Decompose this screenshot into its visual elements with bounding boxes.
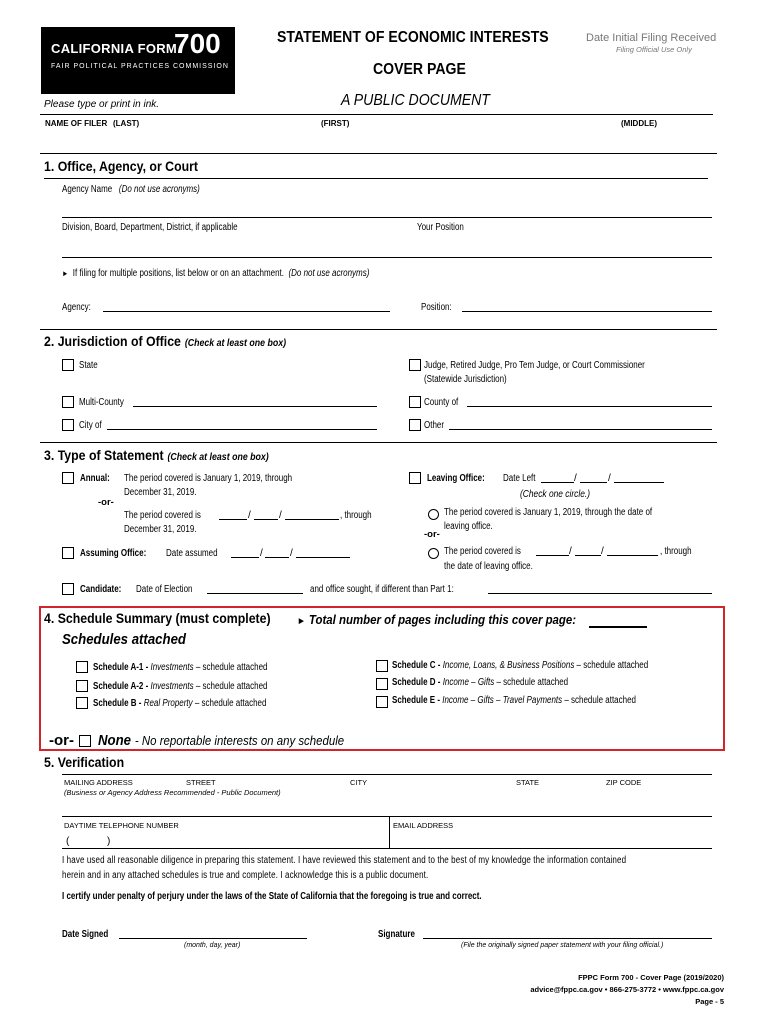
leave-option-2-line1: The period covered is: [444, 546, 521, 557]
period-day-input[interactable]: [254, 519, 278, 520]
period-year-input[interactable]: [285, 519, 339, 520]
schedule-a2-name: Schedule A-2 -: [93, 681, 149, 692]
schedule-e-desc: Income – Gifts – Travel Payments: [442, 695, 563, 706]
zip-code-label: ZIP CODE: [606, 778, 642, 787]
date-initial-filing-label: Date Initial Filing Received: [586, 32, 717, 44]
schedule-a1-label: [93, 662, 267, 673]
period-slash-1: /: [248, 510, 251, 521]
judge-label: Judge, Retired Judge, Pro Tem Judge, or Court Commissioner: [424, 360, 645, 371]
city-of-checkbox[interactable]: [62, 419, 74, 431]
email-input[interactable]: [393, 833, 711, 847]
section-5-rule: [62, 774, 712, 775]
schedule-c-checkbox[interactable]: [376, 660, 388, 672]
statewide-label: (Statewide Jurisdiction): [424, 374, 507, 385]
mailing-address-input[interactable]: [62, 798, 712, 814]
diligence-text-1: I have used all reasonable diligence in preparing this statement. I have reviewed this statement and to the best of my knowledge the information contained: [62, 855, 627, 866]
total-pages-input[interactable]: [589, 626, 647, 628]
leave-option-2-through: , through: [660, 546, 692, 557]
office-sought-input[interactable]: [488, 593, 712, 594]
period-month-input[interactable]: [219, 519, 247, 520]
section-5-title: 5. Verification: [44, 754, 125, 770]
schedules-attached-label: Schedules attached: [62, 631, 186, 648]
left-slash-1: /: [574, 473, 577, 484]
none-label: [98, 732, 344, 750]
field-divider: [389, 816, 390, 848]
division-line: [62, 257, 712, 258]
schedule-c-tail: – schedule attached: [576, 660, 649, 671]
agency-name-text: Agency Name: [62, 184, 113, 195]
date-signed-label: Date Signed: [62, 929, 109, 940]
footer-contact: advice@fppc.ca.gov • 866-275-3772 • www.fppc.ca.gov: [530, 985, 724, 994]
multi-county-checkbox[interactable]: [62, 396, 74, 408]
schedule-e-name: Schedule E -: [392, 695, 441, 706]
name-of-filer-label: NAME OF FILER: [45, 119, 108, 128]
total-pages-text: Total number of pages including this cover page:: [308, 612, 577, 627]
footer-page-number: Page - 5: [695, 997, 724, 1006]
city-of-label: City of: [79, 420, 102, 431]
city-label: CITY: [350, 778, 368, 787]
none-text: None: [98, 732, 131, 749]
date-format-note: (month, day, year): [184, 942, 241, 949]
schedule-a2-desc: Investments: [150, 681, 194, 692]
multiple-positions-note: [62, 268, 369, 279]
leave-or-label: -or-: [424, 529, 440, 540]
your-position-label: Your Position: [417, 222, 464, 233]
position-label: Position:: [421, 302, 452, 313]
date-left-label: Date Left: [503, 473, 536, 484]
state-address-label: STATE: [516, 778, 540, 787]
left-day-input[interactable]: [580, 482, 607, 483]
certify-text: I certify under penalty of perjury under the laws of the State of California that the foregoing is true and correct.: [62, 891, 482, 902]
other-input[interactable]: [449, 429, 712, 430]
leave-option-1-line1: The period covered is January 1, 2019, through the date of: [444, 507, 653, 518]
schedule-b-label: [93, 698, 266, 709]
leave-option-1-line2: leaving office.: [444, 521, 493, 532]
section-3-note: (Check at least one box): [167, 452, 269, 463]
schedule-e-checkbox[interactable]: [376, 696, 388, 708]
email-label: EMAIL ADDRESS: [393, 821, 454, 830]
annual-text-2: December 31, 2019.: [124, 487, 197, 498]
schedule-d-checkbox[interactable]: [376, 678, 388, 690]
period-covered-label: The period covered is: [124, 510, 201, 521]
agency-name-input[interactable]: [62, 196, 712, 216]
schedule-a1-checkbox[interactable]: [76, 661, 88, 673]
signature-label: Signature: [378, 929, 415, 940]
state-label: State: [79, 360, 98, 371]
agency-input[interactable]: [103, 311, 390, 312]
agency-name-label: [62, 184, 200, 195]
schedule-d-tail: – schedule attached: [496, 677, 569, 688]
schedule-a1-name: Schedule A-1 -: [93, 662, 149, 673]
schedule-d-desc: Income – Gifts: [442, 677, 495, 688]
position-input[interactable]: [462, 311, 712, 312]
signature-input[interactable]: [423, 938, 712, 939]
first-name-label: (FIRST): [321, 119, 350, 128]
office-sought-label: and office sought, if different than Part 1:: [310, 584, 454, 595]
city-of-input[interactable]: [107, 429, 377, 430]
middle-name-label: (MIDDLE): [621, 119, 657, 128]
period-through-label: , through: [340, 510, 372, 521]
assumed-slash-2: /: [290, 548, 293, 559]
assumed-year-input[interactable]: [296, 557, 350, 558]
section-2-heading: [44, 333, 286, 351]
filing-official-label: Filing Official Use Only: [616, 45, 692, 54]
assuming-office-checkbox[interactable]: [62, 547, 74, 559]
diligence-text-2: herein and in any attached schedules is true and complete. I acknowledge this is a public document.: [62, 870, 429, 881]
phone-area-paren-close: ): [107, 836, 111, 847]
phone-label: DAYTIME TELEPHONE NUMBER: [64, 821, 179, 830]
date-of-election-label: Date of Election: [136, 584, 193, 595]
candidate-label: Candidate:: [80, 584, 122, 595]
date-assumed-label: Date assumed: [166, 548, 218, 559]
cover-page-title: COVER PAGE: [373, 61, 466, 78]
multi-county-label: Multi-County: [79, 397, 124, 408]
schedule-e-label: [392, 695, 636, 706]
filer-bottom-rule: [40, 153, 717, 154]
assumed-slash-1: /: [260, 548, 263, 559]
section-3-heading: [44, 447, 269, 465]
judge-checkbox[interactable]: [409, 359, 421, 371]
none-or-label: -or-: [49, 732, 74, 749]
type-print-instruction: Please type or print in ink.: [44, 99, 160, 110]
period-dec31-label: December 31, 2019.: [124, 524, 197, 535]
triangle-arrow-icon: ►: [297, 616, 306, 627]
leave-period-day-input[interactable]: [575, 555, 601, 556]
division-input[interactable]: [62, 236, 407, 256]
section-4-title: 4. Schedule Summary (must complete): [44, 610, 271, 626]
annual-label: Annual:: [80, 473, 110, 484]
annual-or-label: -or-: [98, 497, 114, 508]
section-1-title: 1. Office, Agency, or Court: [44, 158, 199, 174]
check-one-circle-note: (Check one circle.): [520, 488, 591, 500]
schedule-b-checkbox[interactable]: [76, 697, 88, 709]
filer-name-input[interactable]: [40, 130, 713, 152]
schedule-a2-checkbox[interactable]: [76, 680, 88, 692]
form-badge: [41, 27, 235, 94]
assumed-month-input[interactable]: [231, 557, 259, 558]
leave-period-radio-1[interactable]: [428, 509, 439, 520]
form-badge-number: 700: [174, 28, 221, 59]
section-2-note: (Check at least one box): [184, 338, 287, 349]
schedule-b-tail: – schedule attached: [194, 698, 267, 709]
section-1-rule: [44, 178, 708, 179]
county-of-label: County of: [424, 397, 459, 408]
form-badge-title: CALIFORNIA FORM: [51, 41, 178, 56]
your-position-input[interactable]: [417, 236, 712, 256]
mailing-address-line: [62, 816, 712, 817]
schedule-b-desc: Real Property: [143, 698, 193, 709]
schedule-d-name: Schedule D -: [392, 677, 441, 688]
schedule-c-label: [392, 660, 648, 671]
other-checkbox[interactable]: [409, 419, 421, 431]
phone-area-paren-open: (: [66, 836, 70, 847]
multiple-positions-text: If filing for multiple positions, list below or on an attachment.: [72, 268, 285, 279]
form-badge-subtitle: FAIR POLITICAL PRACTICES COMMISSION: [51, 63, 229, 70]
agency-name-line: [62, 217, 712, 218]
leaving-office-label: Leaving Office:: [427, 473, 485, 484]
phone-line: [62, 848, 712, 849]
division-label: Division, Board, Department, District, if applicable: [62, 222, 238, 233]
section-3-title: 3. Type of Statement: [44, 447, 164, 463]
no-acronyms-note: (Do not use acronyms): [118, 184, 200, 195]
leaving-office-checkbox[interactable]: [409, 472, 421, 484]
annual-checkbox[interactable]: [62, 472, 74, 484]
public-document-label: A PUBLIC DOCUMENT: [341, 92, 490, 109]
schedule-a2-tail: – schedule attached: [195, 681, 268, 692]
candidate-checkbox[interactable]: [62, 583, 74, 595]
schedule-c-name: Schedule C -: [392, 660, 441, 671]
footer-form-id: FPPC Form 700 - Cover Page (2019/2020): [578, 973, 724, 982]
annual-text-1: The period covered is January 1, 2019, through: [124, 473, 293, 484]
filer-top-rule: [40, 114, 713, 115]
date-of-election-input[interactable]: [207, 593, 303, 594]
county-of-checkbox[interactable]: [409, 396, 421, 408]
form-title: STATEMENT OF ECONOMIC INTERESTS: [277, 29, 549, 46]
leave-period-slash-2: /: [601, 546, 604, 557]
total-pages-label: [297, 612, 576, 627]
state-checkbox[interactable]: [62, 359, 74, 371]
section-2-title: 2. Jurisdiction of Office: [44, 333, 181, 349]
schedule-a2-label: [93, 681, 267, 692]
left-year-input[interactable]: [614, 482, 664, 483]
assumed-day-input[interactable]: [265, 557, 289, 558]
other-label: Other: [424, 420, 445, 431]
street-label: STREET: [186, 778, 216, 787]
none-desc: - No reportable interests on any schedule: [134, 733, 345, 748]
left-month-input[interactable]: [541, 482, 574, 483]
schedule-a1-desc: Investments: [150, 662, 194, 673]
schedule-c-desc: Income, Loans, & Business Positions: [442, 660, 575, 671]
leave-period-radio-2[interactable]: [428, 548, 439, 559]
none-checkbox[interactable]: [79, 735, 91, 747]
multiple-no-acronyms: (Do not use acronyms): [288, 268, 370, 279]
signature-note: (File the originally signed paper statement with your filing official.): [461, 942, 664, 949]
agency-label: Agency:: [62, 302, 91, 313]
phone-input[interactable]: [74, 833, 384, 847]
left-slash-2: /: [608, 473, 611, 484]
last-name-label: (LAST): [113, 119, 140, 128]
leave-option-2-line2: the date of leaving office.: [444, 561, 533, 572]
leave-period-slash-1: /: [569, 546, 572, 557]
assuming-office-label: Assuming Office:: [80, 548, 147, 559]
schedule-e-tail: – schedule attached: [564, 695, 636, 706]
schedule-b-name: Schedule B -: [93, 698, 142, 709]
schedule-a1-tail: – schedule attached: [195, 662, 268, 673]
section-2-bottom-rule: [40, 442, 717, 443]
section-1-bottom-rule: [40, 329, 717, 330]
business-address-note: (Business or Agency Address Recommended - Public Document): [64, 788, 281, 797]
county-of-input[interactable]: [467, 406, 712, 407]
schedule-d-label: [392, 677, 568, 688]
leave-period-month-input[interactable]: [536, 555, 569, 556]
multi-county-input[interactable]: [133, 406, 377, 407]
period-slash-2: /: [279, 510, 282, 521]
mailing-address-label: MAILING ADDRESS: [64, 778, 133, 787]
date-signed-input[interactable]: [119, 938, 307, 939]
triangle-arrow-icon: ►: [62, 269, 69, 278]
leave-period-year-input[interactable]: [607, 555, 658, 556]
